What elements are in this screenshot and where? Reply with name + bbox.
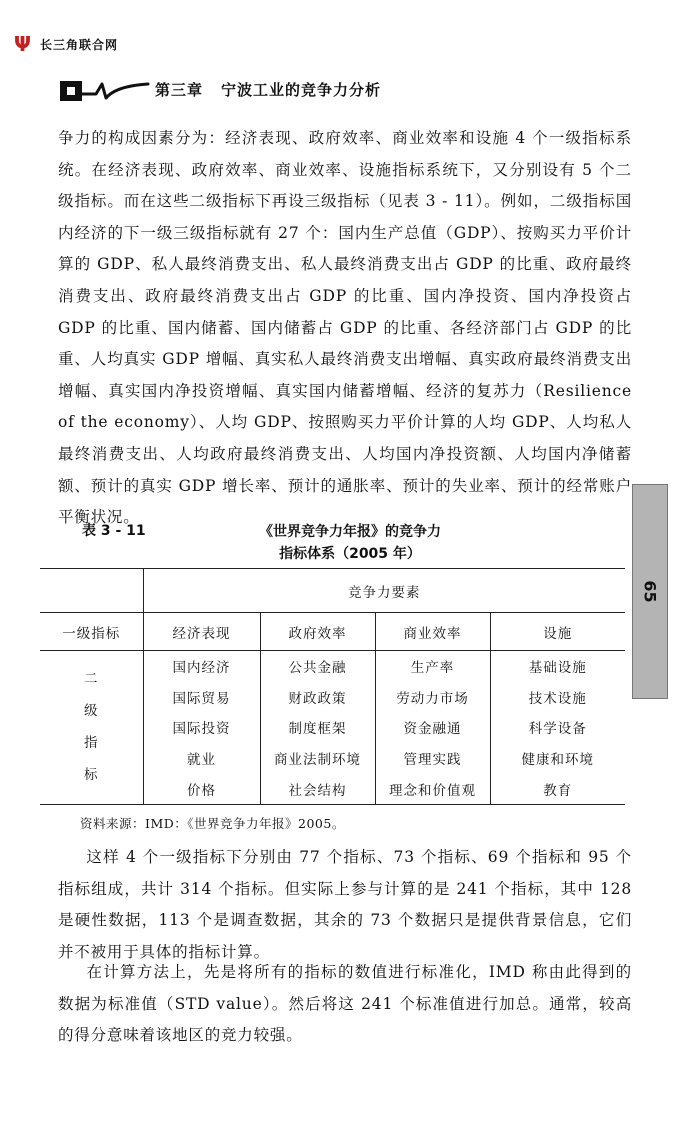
table-corner-cell (40, 569, 143, 613)
page-side-tab (632, 484, 668, 699)
table-cell: 健康和环境 (490, 743, 625, 774)
body-paragraph-3 (58, 957, 632, 1052)
body-paragraph-2-text: 这样 4 个一级指标下分别由 77 个指标、73 个指标、69 个指标和 95 个指标组成，共计 314 个指标。但实际上参与计算的是 241 个指标，其中 128 是硬性数据，113 个是调查数据，其余的 73 个数据只是提供背景信息，它们并不被用于具体的指标计算。 (58, 848, 632, 961)
table-cell: 国际投资 (143, 712, 260, 743)
table-cell: 就业 (143, 743, 260, 774)
table-cell: 财政政策 (260, 681, 375, 712)
table-cell: 国内经济 (143, 651, 260, 682)
site-name: 长三角联合网 (40, 38, 119, 52)
level2-label-char: 级 (84, 703, 99, 720)
table-cell: 资金融通 (375, 712, 490, 743)
table-cell: 商业法制环境 (260, 743, 375, 774)
table-cell: 管理实践 (375, 743, 490, 774)
table-cell: 公共金融 (260, 651, 375, 682)
table-cell: 生产率 (375, 651, 490, 682)
table-cell: 教育 (490, 774, 625, 805)
table-cell: 科学设备 (490, 712, 625, 743)
table-cell: 商业效率 (375, 613, 490, 651)
level2-label (40, 651, 143, 805)
level2-label-char: 二 (84, 671, 99, 688)
table-header-span: 竞争力要素 (143, 569, 625, 613)
table-title-line-1: 《世界竞争力年报》的竞争力 (259, 524, 441, 540)
table-label: 表 3 - 11 (82, 523, 146, 539)
table-level1-row (40, 613, 625, 651)
table-title (200, 521, 500, 565)
table-cell: 理念和价值观 (375, 774, 490, 805)
table-source-note: 资料来源：IMD：《世界竞争力年报》2005。 (80, 816, 345, 831)
chapter-emblem-icon (58, 76, 150, 106)
logo-icon: Ψ (14, 32, 31, 56)
level1-label: 一级指标 (40, 613, 143, 651)
table-cell: 国际贸易 (143, 681, 260, 712)
table-cell: 技术设施 (490, 681, 625, 712)
chapter-number: 第三章 (155, 81, 204, 99)
competitiveness-index-table (40, 568, 625, 805)
table-cell: 政府效率 (260, 613, 375, 651)
body-paragraph-1: 争力的构成因素分为：经济表现、政府效率、商业效率和设施 4 个一级指标系统。在经济表现、政府效率、商业效率、设施指标系统下，又分别设有 5 个二级指标。而在这些二级指标下再设三级指标（见表 3 - 11）。例如，二级指标国内经济的下一级三级指标就有 27 个：国内生产总值（GDP）、按购买力平价计算的 GDP、私人最终消费支出、私人最终消费支出占 GDP 的比重、政府最终消费支出、政府最终消费支出占 GDP 的比重、国内净投资、国内净投资占 GDP 的比重、国内储蓄、国内储蓄占 GDP 的比重、各经济部门占 GDP 的比重、人均真实 GDP 增幅、真实私人最终消费支出增幅、真实政府最终消费支出增幅、真实国内净投资增幅、真实国内储蓄增幅、经济的复苏力（Resilience of the economy）、人均 GDP、按照购买力平价计算的人均 GDP、人均私人最终消费支出、人均政府最终消费支出、人均国内净投资额、人均国内净储蓄额、预计的真实 GDP 增长率、预计的通胀率、预计的失业率、预计的经常账户平衡状况。 (58, 129, 632, 527)
chapter-title: 宁波工业的竞争力分析 (221, 81, 382, 99)
table-header-row (40, 569, 625, 613)
table-cell: 社会结构 (260, 774, 375, 805)
body-paragraph-2 (58, 842, 632, 968)
table-cell: 设施 (490, 613, 625, 651)
level2-label-char: 指 (84, 735, 99, 752)
page-number: 65 (640, 580, 660, 603)
body-paragraph-3-text: 在计算方法上，先是将所有的指标的数值进行标准化，IMD 称由此得到的数据为标准值（STD value）。然后将这 241 个标准值进行加总。通常，较高的得分意味着该地区的竞力较强。 (58, 963, 632, 1045)
table-cell: 劳动力市场 (375, 681, 490, 712)
chapter-heading (155, 80, 381, 100)
table-row (40, 651, 625, 682)
table-cell: 基础设施 (490, 651, 625, 682)
table-cell: 经济表现 (143, 613, 260, 651)
site-logo (14, 34, 134, 56)
level2-label-char: 标 (84, 767, 99, 784)
table-cell: 制度框架 (260, 712, 375, 743)
table-title-line-2: 指标体系（2005 年） (279, 546, 421, 562)
table-cell: 价格 (143, 774, 260, 805)
